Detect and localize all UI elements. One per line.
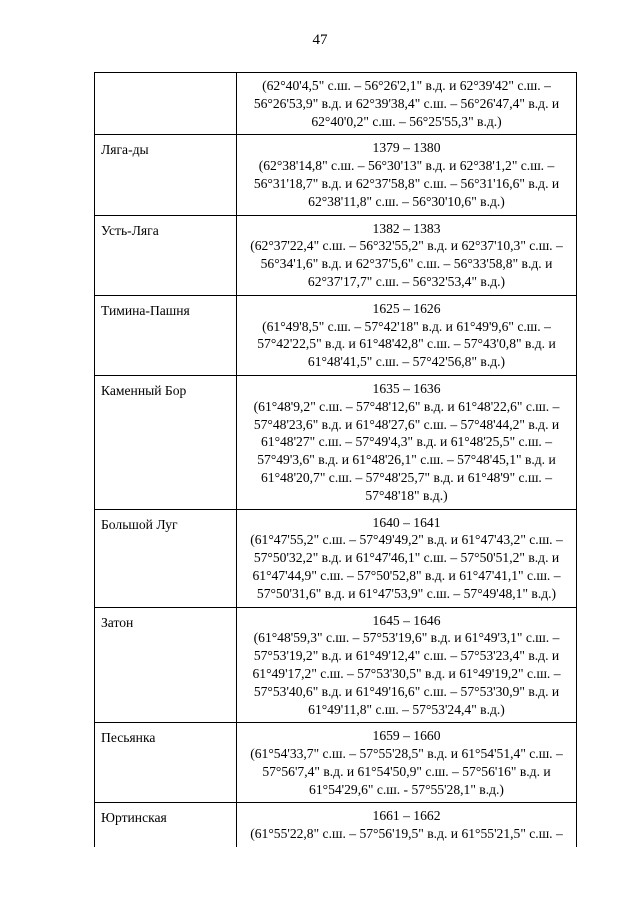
coordinates-line: 56°34'1,6" в.д. и 62°37'5,6" с.ш. – 56°33'58,8" в.д. и <box>260 256 553 272</box>
coordinates-line: 61°47'44,9" с.ш. – 57°50'52,8" в.д. и 61°47'41,1" с.ш. – <box>252 567 561 583</box>
coordinates-line: 61°48'27" с.ш. – 57°49'4,3" в.д. и 61°48'25,5" с.ш. – <box>260 434 553 450</box>
location-name: Усть-Ляга <box>95 215 237 295</box>
coordinates-line: 61°54'29,6" с.ш. - 57°55'28,1" в.д.) <box>309 781 504 797</box>
kilometer-range: 1625 – 1626 <box>372 300 441 316</box>
location-name: Песьянка <box>95 723 237 803</box>
table-row <box>95 375 577 509</box>
table-row <box>95 509 577 607</box>
location-description <box>237 73 577 135</box>
coordinates-line: (61°49'8,5" с.ш. – 57°42'18" в.д. и 61°49'9,6" с.ш. – <box>262 318 551 334</box>
coordinates-line: 57°50'32,2" в.д. и 61°47'46,1" с.ш. – 57°50'51,2" в.д. и <box>253 550 560 566</box>
coordinates-line: 62°38'11,8" с.ш. – 56°30'10,6" в.д.) <box>308 193 505 209</box>
table-row <box>95 803 577 847</box>
coordinates-line: 62°40'0,2" с.ш. – 56°25'55,3" в.д.) <box>311 113 502 129</box>
table-row <box>95 73 577 135</box>
coordinates-line: 57°56'7,4" в.д. и 61°54'50,9" с.ш. – 57°56'16" в.д. и <box>262 763 551 779</box>
table-row <box>95 723 577 803</box>
location-description <box>237 135 577 215</box>
table-row <box>95 295 577 375</box>
location-description <box>237 295 577 375</box>
location-name: Затон <box>95 607 237 723</box>
coordinates-line: (61°55'22,8" с.ш. – 57°56'19,5" в.д. и 61°55'21,5" с.ш. – <box>250 826 563 842</box>
table-row <box>95 135 577 215</box>
coordinates-line: 57°48'18" в.д.) <box>365 487 448 503</box>
coordinates-line: 61°48'20,7" с.ш. – 57°48'25,7" в.д. и 61°48'9" с.ш. – <box>260 469 553 485</box>
kilometer-range: 1382 – 1383 <box>372 220 441 236</box>
coordinates-line: 57°48'23,6" в.д. и 61°48'27,6" с.ш. – 57°48'44,2" в.д. и <box>253 416 560 432</box>
coordinates-line: 62°37'17,7" с.ш. – 56°32'53,4" в.д.) <box>307 273 506 289</box>
coordinates-line: 56°26'53,9" в.д. и 62°39'38,4" с.ш. – 56°26'47,4" в.д. и <box>253 95 560 111</box>
page-number: 47 <box>312 32 328 48</box>
coordinates-line: 57°42'22,5" в.д. и 61°48'42,8" с.ш. – 57°43'0,8" в.д. и <box>257 336 556 352</box>
location-name: Ляга-ды <box>95 135 237 215</box>
coordinates-line: (61°48'9,2" с.ш. – 57°48'12,6" в.д. и 61°48'22,6" с.ш. – <box>253 398 560 414</box>
kilometer-range: 1661 – 1662 <box>372 808 441 824</box>
table-body <box>95 73 577 848</box>
coordinates-line: 57°50'31,6" в.д. и 61°47'53,9" с.ш. – 57°49'48,1" в.д.) <box>256 585 557 601</box>
kilometer-range: 1640 – 1641 <box>372 514 441 530</box>
coordinates-line: 61°49'17,2" с.ш. – 57°53'30,5" в.д. и 61°49'19,2" с.ш. – <box>252 665 561 681</box>
kilometer-range: 1659 – 1660 <box>372 728 441 744</box>
coordinates-line: 57°53'19,2" в.д. и 61°49'12,4" с.ш. – 57°53'23,4" в.д. и <box>253 648 560 664</box>
location-description <box>237 375 577 509</box>
location-name <box>95 73 237 135</box>
coordinates-line: (62°40'4,5" с.ш. – 56°26'2,1" в.д. и 62°39'42" с.ш. – <box>262 78 551 93</box>
kilometer-range: 1379 – 1380 <box>372 140 441 156</box>
kilometer-range: 1645 – 1646 <box>372 612 441 628</box>
coordinates-line: (62°38'14,8" с.ш. – 56°30'13" в.д. и 62°38'1,2" с.ш. – <box>258 158 555 174</box>
location-name: Каменный Бор <box>95 375 237 509</box>
coordinates-line: 61°48'41,5" с.ш. – 57°42'56,8" в.д.) <box>307 354 506 370</box>
location-name: Тимина-Пашня <box>95 295 237 375</box>
location-description <box>237 803 577 847</box>
coordinates-line: (61°47'55,2" с.ш. – 57°49'49,2" в.д. и 61°47'43,2" с.ш. – <box>250 532 563 548</box>
coordinates-line: (61°54'33,7" с.ш. – 57°55'28,5" в.д. и 61°54'51,4" с.ш. – <box>250 746 563 762</box>
location-name: Большой Луг <box>95 509 237 607</box>
location-name: Юртинская <box>95 803 237 847</box>
coordinates-line: (61°48'59,3" с.ш. – 57°53'19,6" в.д. и 61°49'3,1" с.ш. – <box>253 630 560 646</box>
table-row <box>95 607 577 723</box>
table-row <box>95 215 577 295</box>
coordinates-line: 57°49'3,6" в.д. и 61°48'26,1" с.ш. – 57°48'45,1" в.д. и <box>257 452 556 468</box>
coordinates-line: 57°53'40,6" в.д. и 61°49'16,6" с.ш. – 57°53'30,9" в.д. и <box>253 683 560 699</box>
location-description <box>237 509 577 607</box>
coordinates-line: (62°37'22,4" с.ш. – 56°32'55,2" в.д. и 62°37'10,3" с.ш. – <box>250 238 563 254</box>
kilometer-range: 1635 – 1636 <box>372 380 441 396</box>
location-description <box>237 215 577 295</box>
location-description <box>237 607 577 723</box>
coordinates-line: 61°49'11,8" с.ш. – 57°53'24,4" в.д.) <box>308 701 505 717</box>
coordinates-line: 56°31'18,7" в.д. и 62°37'58,8" с.ш. – 56°31'16,6" в.д. и <box>253 175 560 191</box>
locations-table <box>94 72 577 847</box>
location-description <box>237 723 577 803</box>
